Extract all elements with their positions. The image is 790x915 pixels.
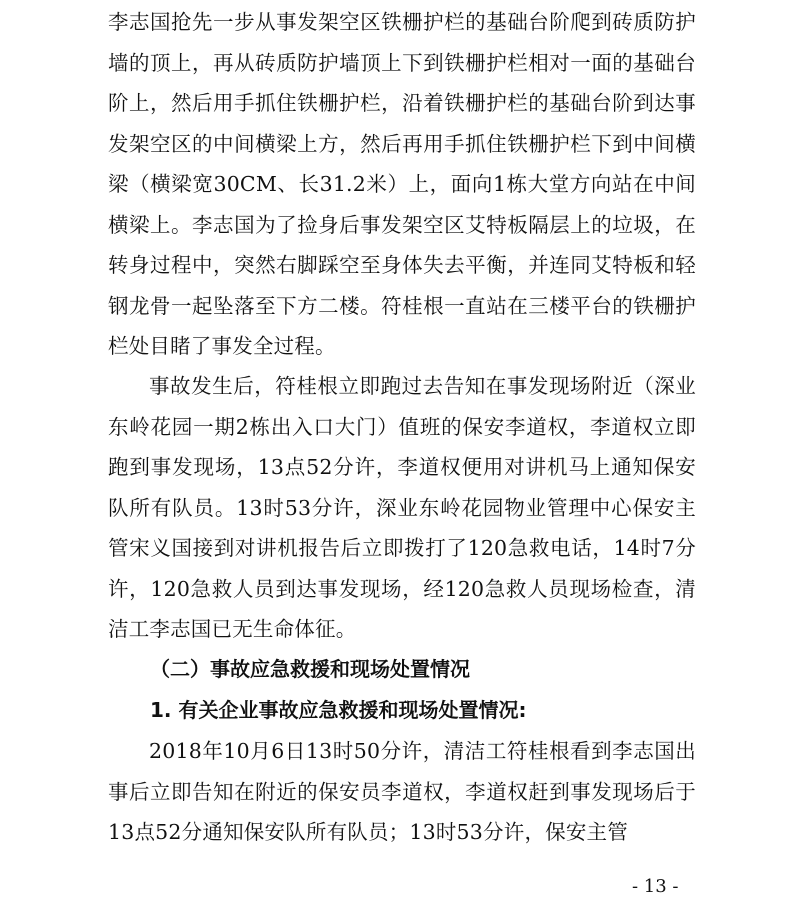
body-paragraph-3: 2018年10月6日13时50分许，清洁工符桂根看到李志国出事后立即告知在附近的保安员李道权，李道权赶到事发现场后于13点52分通知保安队所有队员；13时53分许，保安主管 xyxy=(108,739,696,844)
body-paragraph-1: 李志国抢先一步从事发架空区铁栅护栏的基础台阶爬到砖质防护墙的顶上，再从砖质防护墙顶上下到铁栅护栏相对一面的基础台阶上，然后用手抓住铁栅护栏，沿着铁栅护栏的基础台阶到达事发架空区的中间横梁上方，然后再用手抓住铁栅护栏下到中间横梁（横梁宽30CM、长31.2米）上，面向1栋大堂方向站在中间横梁上。李志国为了捡身后事发架空区艾特板隔层上的垃圾，在转身过程中，突然右脚踩空至身体失去平衡，并连同艾特板和轻钢龙骨一起坠落至下方二楼。符桂根一直站在三楼平台的铁栅护栏处目睹了事发全过程。 xyxy=(108,10,696,358)
section-heading: （二）事故应急救援和现场处置情况 xyxy=(150,657,470,681)
page-number: - 13 - xyxy=(632,876,679,897)
body-paragraph-2: 事故发生后，符桂根立即跑过去告知在事发现场附近（深业东岭花园一期2栋出入口大门）值班的保安李道权，李道权立即跑到事发现场，13点52分许，李道权便用对讲机马上通知保安队所有队员。13时53分许，深业东岭花园物业管理中心保安主管宋义国接到对讲机报告后立即拨打了120急救电话，14时7分许，120急救人员到达事发现场，经120急救人员现场检查，清洁工李志国已无生命体征。 xyxy=(108,374,696,641)
subsection-heading: 1. 有关企业事故应急救援和现场处置情况: xyxy=(150,698,527,722)
